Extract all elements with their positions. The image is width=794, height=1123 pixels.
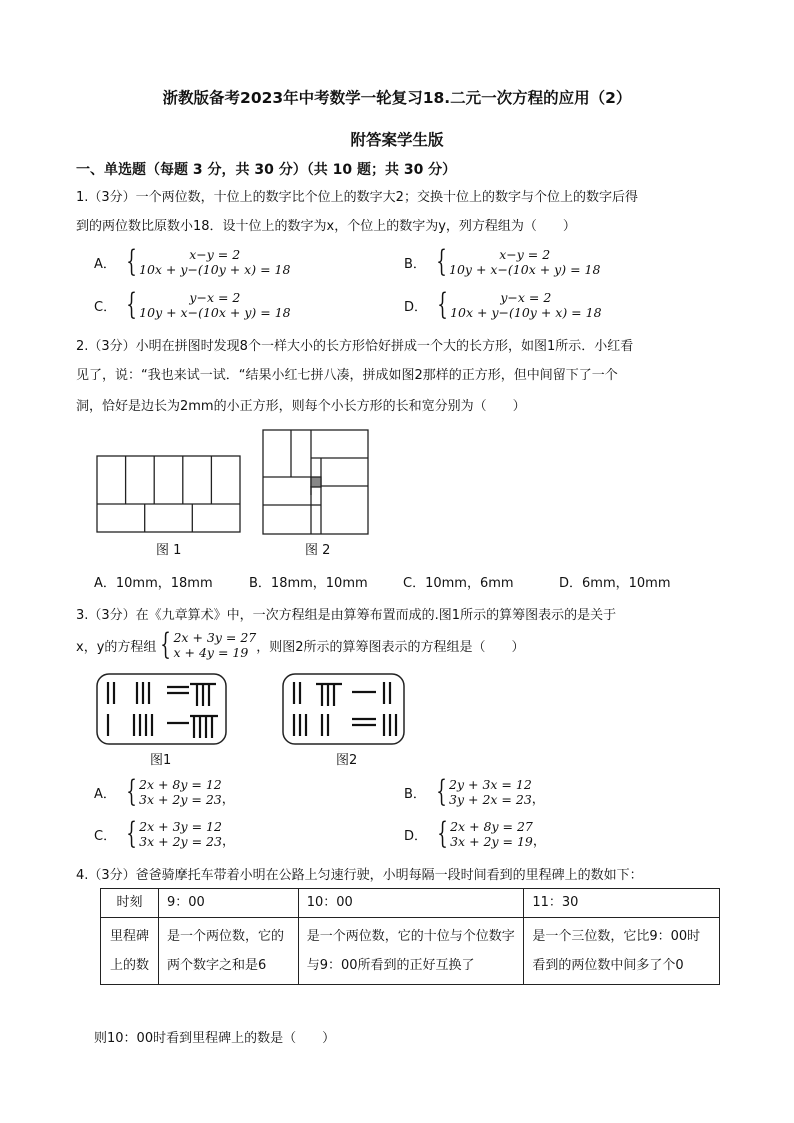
brace-icon: { [126, 816, 137, 851]
q3-fig1-caption: 图1 [150, 753, 172, 768]
option-label: A． [94, 786, 116, 802]
q3-option-d[interactable] [404, 816, 546, 851]
doc-title-line1: 浙教版备考2023年中考数学一轮复习18.二元一次方程的应用（2） [162, 89, 632, 107]
q3-line2 [76, 627, 525, 662]
q2-line1: 2.（3分）小明在拼图时发现8个一样大小的长方形恰好拼成一个大的长方形，如图1所示．小红看 [76, 339, 634, 354]
equation: x−y = 2 [189, 247, 241, 262]
q2-line3: 洞，恰好是边长为2mm的小正方形，则每个小长方形的长和宽分别为（ ） [76, 399, 526, 414]
brace-icon: { [126, 774, 137, 809]
table-cell: 时刻 [101, 889, 159, 918]
q2-option-d[interactable]: D．6mm，10mm [559, 576, 671, 591]
q4-tail: 则10：00时看到里程碑上的数是（ ） [94, 1031, 336, 1046]
q2-figures [94, 428, 379, 563]
table-cell: 10：00 [298, 889, 524, 918]
table-cell: 是一个三位数，它比9：00时看到的两位数中间多了个0 [524, 918, 720, 985]
equation: 3x + 2y = 23 [139, 792, 222, 807]
equation: 2x + 3y = 12 [139, 819, 222, 834]
comma: ， [531, 792, 545, 807]
table-cell: 11：30 [524, 889, 720, 918]
q3-figure-2-rods [294, 682, 396, 736]
q3-fig2-caption: 图2 [336, 753, 358, 768]
comma: ， [221, 792, 235, 807]
q3-option-c[interactable] [94, 816, 235, 851]
q1-line2: 到的两位数比原数小18．设十位上的数字为x，个位上的数字为y，列方程组为（ ） [76, 219, 576, 234]
equation: x + 4y = 19 [173, 645, 249, 660]
q1-option-a[interactable] [94, 244, 291, 279]
equation: 2y + 3x = 12 [449, 777, 532, 792]
equation: y−x = 2 [189, 290, 241, 305]
equation: 2x + 3y = 27 [173, 630, 257, 645]
equation: 10x + y−(10y + x) = 18 [139, 262, 291, 277]
comma: ， [532, 834, 546, 849]
q1-option-c[interactable] [94, 287, 291, 322]
table-row [101, 918, 720, 985]
table-row [101, 889, 720, 918]
q2-line2: 见了，说：“我也来试一试．“结果小红七拼八凑，拼成如图2那样的正方形，但中间留下了一个 [76, 368, 618, 383]
equation: 10y + x−(10x + y) = 18 [449, 262, 601, 277]
q2-fig1-caption: 图 1 [156, 543, 182, 558]
option-label: D． [404, 828, 428, 844]
q3-rod-figures [94, 672, 414, 774]
equation: 3x + 2y = 19 [450, 834, 533, 849]
q1-option-d[interactable] [404, 287, 602, 322]
q1-option-b[interactable] [404, 244, 601, 279]
q3-option-b[interactable] [404, 774, 545, 809]
q2-option-a[interactable]: A．10mm，18mm [94, 576, 213, 591]
option-label: A． [94, 256, 116, 272]
option-label: B． [404, 256, 426, 272]
q2-fig2-caption: 图 2 [305, 543, 331, 558]
q3-line1: 3.（3分）在《九章算术》中，一次方程组是由算筹布置而成的.图1所示的算筹图表示的是关于 [76, 608, 617, 623]
q1-line1: 1.（3分）一个两位数，十位上的数字比个位上的数字大2；交换十位上的数字与个位上的数字后得 [76, 190, 638, 205]
q4-table [100, 888, 720, 985]
brace-icon: { [437, 287, 448, 322]
q3-line2-prefix: x，y的方程组 [76, 639, 157, 655]
brace-icon: { [436, 244, 447, 279]
comma: ， [221, 834, 235, 849]
q2-figure-1 [97, 456, 240, 532]
brace-icon: { [126, 244, 137, 279]
equation: y−x = 2 [500, 290, 552, 305]
equation: 10y + x−(10x + y) = 18 [139, 305, 291, 320]
brace-icon: { [160, 627, 172, 662]
brace-icon: { [437, 816, 448, 851]
equation: 10x + y−(10y + x) = 18 [450, 305, 602, 320]
brace-icon: { [126, 287, 137, 322]
q2-figure-2 [263, 430, 368, 534]
option-label: D． [404, 299, 428, 315]
brace-icon: { [436, 774, 447, 809]
table-cell: 是一个两位数，它的两个数字之和是6 [158, 918, 298, 985]
equation: 2x + 8y = 12 [139, 777, 222, 792]
table-cell: 9：00 [158, 889, 298, 918]
equation: 2x + 8y = 27 [450, 819, 533, 834]
doc-title-line2: 附答案学生版 [350, 131, 444, 149]
option-label: B． [404, 786, 426, 802]
q3-line2-suffix: ，则图2所示的算筹图表示的方程组是（ ） [256, 639, 525, 655]
equation: 3y + 2x = 23 [449, 792, 532, 807]
q2-option-b[interactable]: B．18mm，10mm [249, 576, 368, 591]
option-label: C． [94, 828, 117, 844]
table-cell: 是一个两位数，它的十位与个位数字与9：00所看到的正好互换了 [298, 918, 524, 985]
equation: 3x + 2y = 23 [139, 834, 222, 849]
q3-option-a[interactable] [94, 774, 235, 809]
option-label: C． [94, 299, 117, 315]
table-cell: 里程碑上的数 [101, 918, 159, 985]
q4-line1: 4.（3分）爸爸骑摩托车带着小明在公路上匀速行驶，小明每隔一段时间看到的里程碑上的数如下： [76, 868, 643, 883]
q3-figure-1-rods [108, 682, 218, 738]
q2-option-c[interactable]: C．10mm，6mm [403, 576, 514, 591]
section-header: 一、单选题（每题 3 分，共 30 分）（共 10 题；共 30 分） [76, 162, 457, 178]
equation: x−y = 2 [499, 247, 551, 262]
